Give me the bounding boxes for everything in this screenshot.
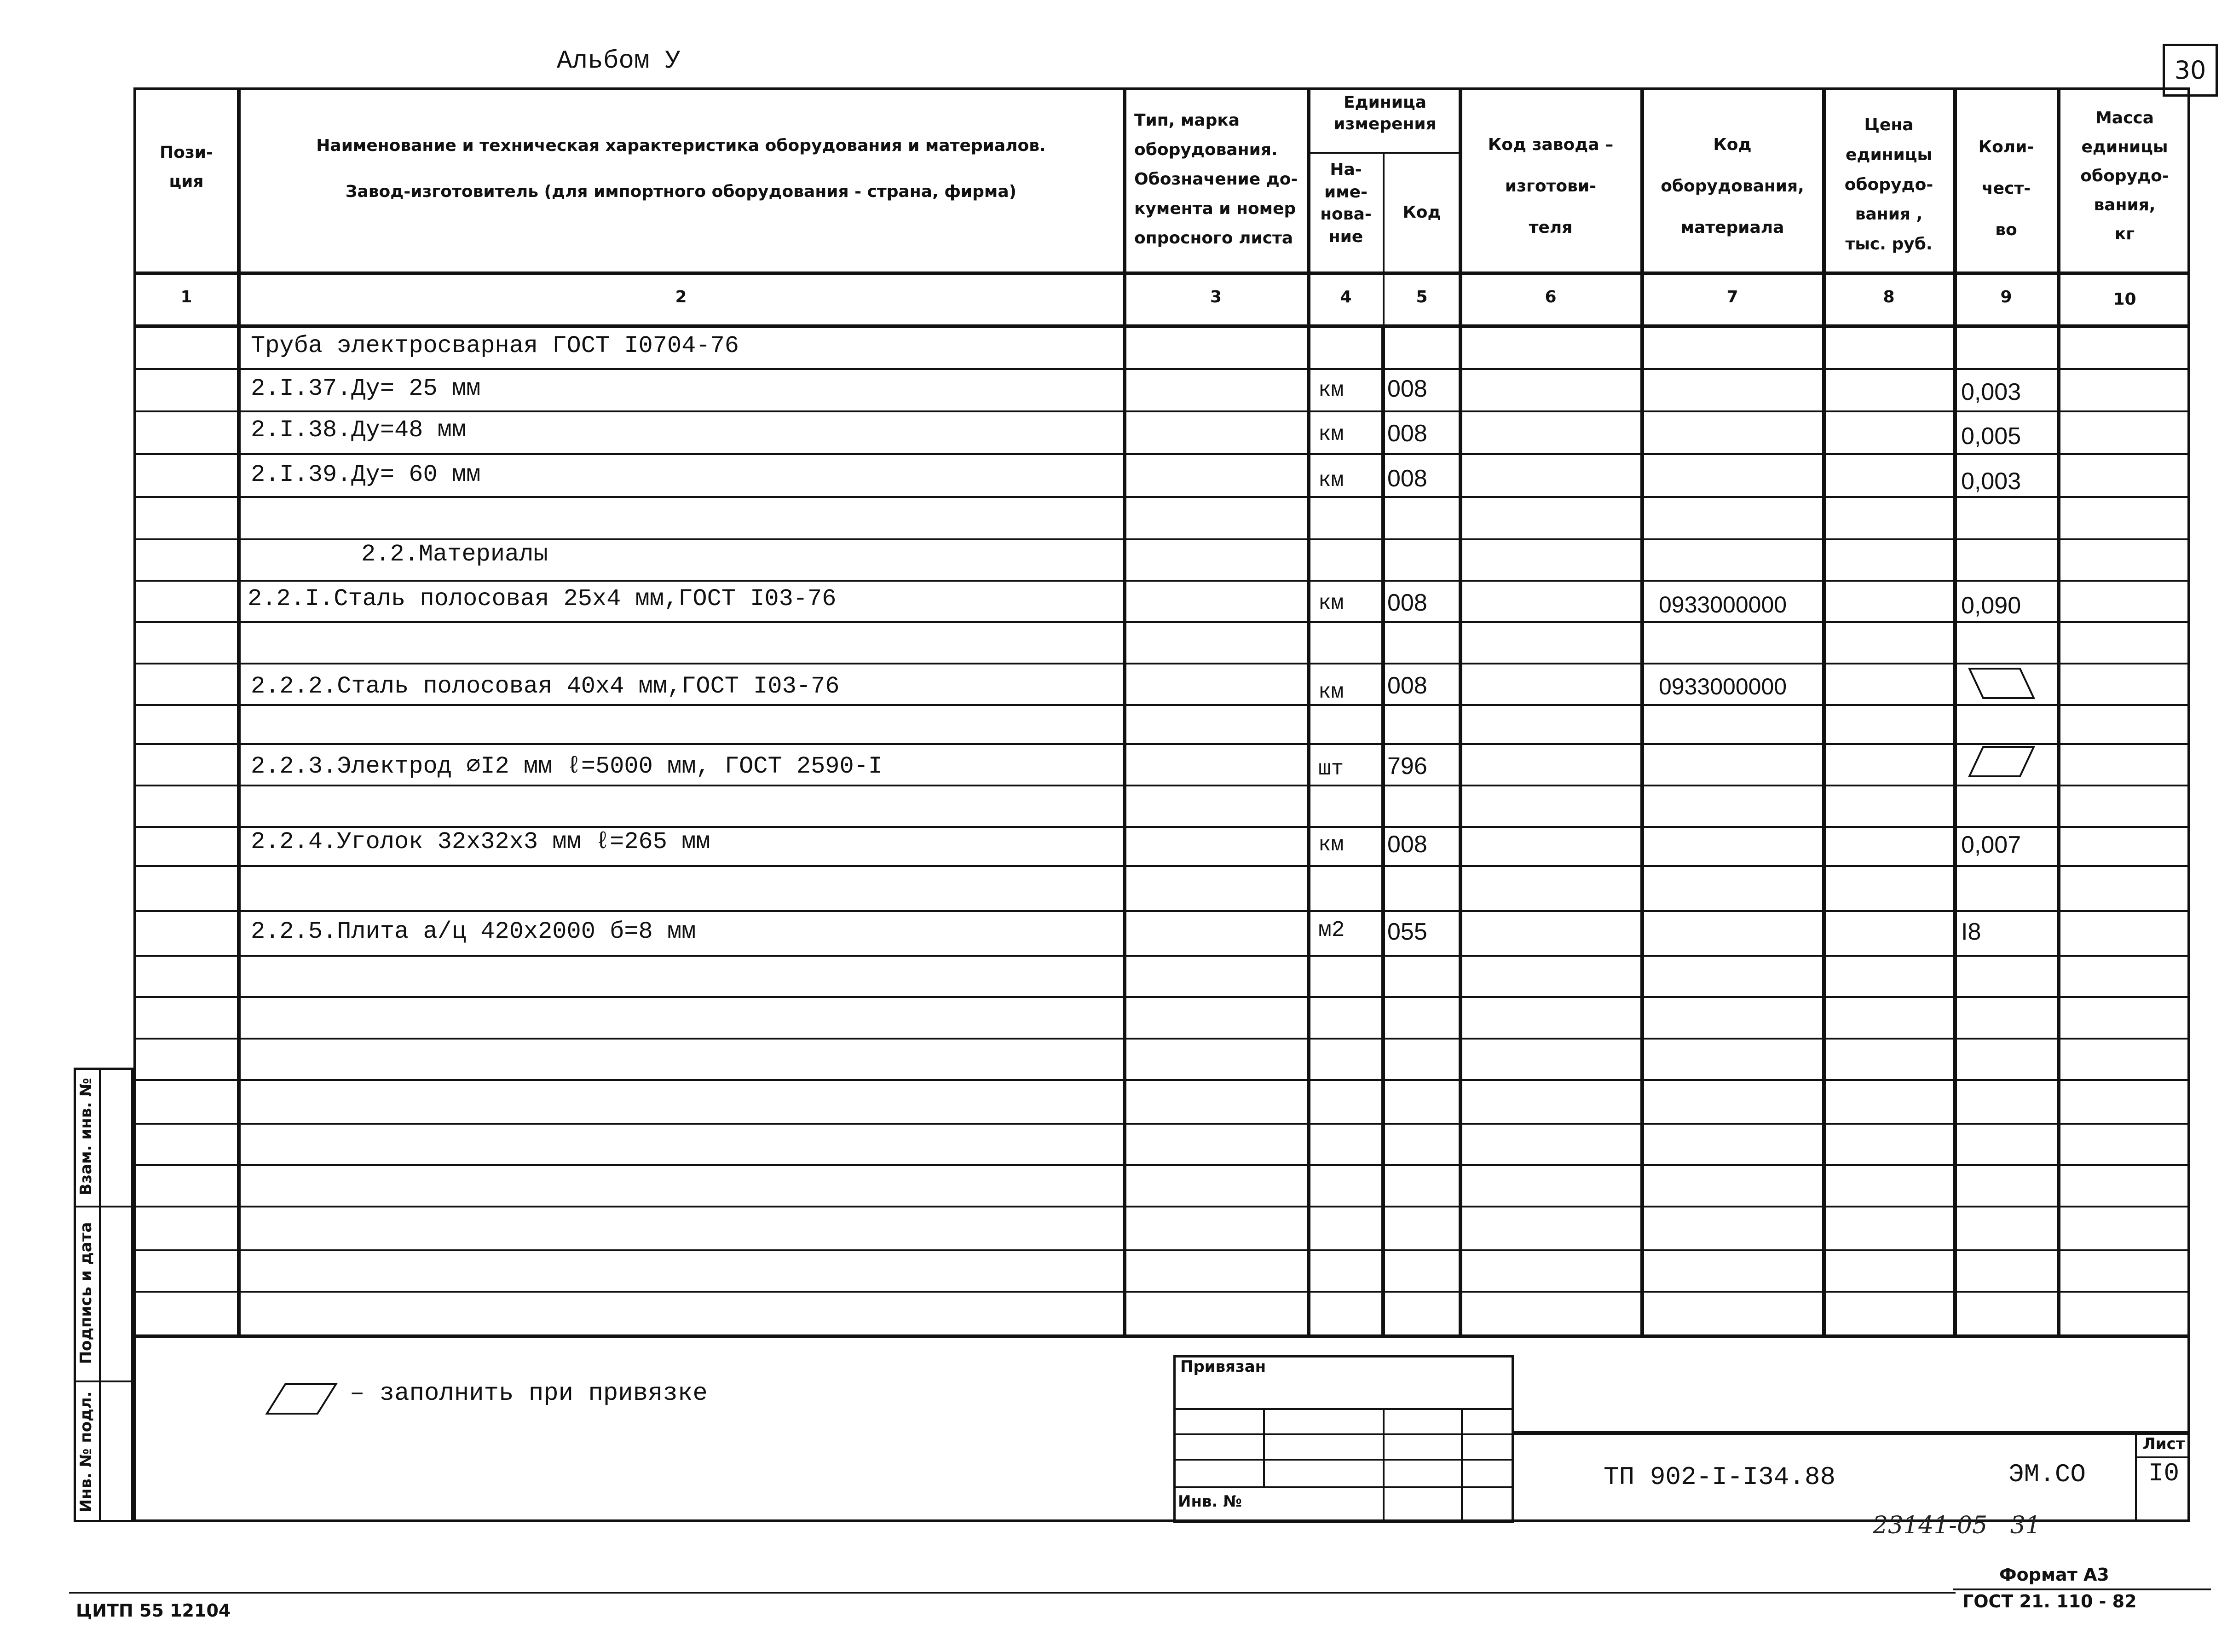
stamp-vline-1	[1263, 1408, 1265, 1486]
table-row-line	[133, 580, 2190, 582]
table-row-line	[133, 704, 2190, 706]
row-code: 008	[1387, 672, 1427, 699]
side-label-vzam: Взам. инв. №	[77, 1078, 95, 1196]
table-row-line	[133, 826, 2190, 828]
header-unit-group: Единица измерения	[1333, 93, 1437, 133]
row-name: 2.I.37.Ду= 25 мм	[251, 375, 481, 402]
stamp-vline-2	[1383, 1408, 1385, 1522]
side-stamp-inner-line	[99, 1068, 101, 1522]
inv-no-label: Инв. №	[1178, 1492, 1242, 1511]
row-name: 2.2.I.Сталь полосовая 25х4 мм,ГОСТ I03-76	[248, 585, 837, 612]
legend-parallelogram-icon	[262, 1381, 340, 1417]
colnum-3: 3	[1210, 288, 1222, 306]
row-material-code: 0933000000	[1659, 592, 1787, 618]
album-title: Альбом У	[557, 46, 681, 75]
col-sep-7	[1822, 87, 1826, 1335]
table-row-line	[133, 996, 2190, 998]
row-name: 2.2.3.Электрод ∅I2 мм ℓ=5000 мм, ГОСТ 2590-I	[251, 753, 883, 780]
row-code: 008	[1387, 589, 1427, 616]
colnum-8: 8	[1883, 288, 1895, 306]
header-unit-name: На- име- нова- ние	[1320, 160, 1372, 246]
gost-label: ГОСТ 21. 110 - 82	[1962, 1591, 2137, 1612]
fill-on-binding-icon	[1965, 743, 2038, 780]
colnum-1: 1	[180, 288, 192, 306]
sheet-number: I0	[2148, 1459, 2180, 1488]
table-row-line	[133, 865, 2190, 867]
row-code: 008	[1387, 831, 1427, 858]
header-type: Тип, марка оборудования. Обозначение до- кумента и номер опросного листа	[1134, 111, 1298, 248]
page-number: 30	[2174, 56, 2206, 85]
col5-box-left	[1381, 324, 1385, 1335]
col-sep-2	[1123, 87, 1126, 1335]
colnum-4: 4	[1340, 288, 1352, 306]
colnum-7: 7	[1726, 288, 1738, 306]
bottom-rule-right	[1953, 1588, 2211, 1590]
table-row-line	[133, 663, 2190, 664]
colnum-2: 2	[675, 288, 687, 306]
row-qty: 0,005	[1961, 423, 2021, 450]
row-material-code: 0933000000	[1659, 674, 1787, 699]
sheet-box-sep	[2135, 1456, 2190, 1458]
stamp-line-2	[1173, 1433, 1514, 1435]
table-row-line	[133, 410, 2190, 412]
side-label-inv-podl: Инв. № подл.	[77, 1391, 95, 1513]
col-sep-3	[1307, 87, 1310, 1335]
table-row-line	[133, 621, 2190, 623]
header-bottom-line	[133, 271, 2190, 275]
legend-text: – заполнить при привязке	[350, 1380, 708, 1408]
side-label-podpis: Подпись и дата	[77, 1222, 95, 1364]
row-qty: 0,090	[1961, 592, 2021, 619]
bottom-rule-left	[69, 1592, 1956, 1594]
col-sep-9	[2057, 87, 2060, 1335]
row-name: Труба электросварная ГОСТ I0704-76	[251, 332, 739, 359]
colnum-10: 10	[2113, 290, 2136, 309]
header-position: Пози- ция	[160, 143, 213, 191]
row-unit: км	[1318, 468, 1344, 492]
row-code: 796	[1387, 753, 1427, 780]
header-factory-code: Код завода – изготови- теля	[1488, 135, 1614, 237]
title-block-top	[1514, 1431, 2190, 1435]
header-material-code: Код оборудования, материала	[1661, 135, 1804, 237]
table-row-line	[133, 1038, 2190, 1040]
row-code: 055	[1387, 918, 1427, 945]
col-sep-6	[1640, 87, 1644, 1335]
row-name: 2.I.39.Ду= 60 мм	[251, 461, 481, 488]
col-sep-5	[1459, 87, 1462, 1335]
row-name: 2.2.2.Сталь полосовая 40х4 мм,ГОСТ I03-76	[251, 673, 840, 700]
row-code: 008	[1387, 465, 1427, 492]
stamp-line-1	[1173, 1408, 1514, 1410]
row-qty: I8	[1961, 918, 1981, 945]
colnum-6: 6	[1545, 288, 1557, 306]
table-row-line	[133, 1249, 2190, 1251]
table-row-line	[133, 496, 2190, 498]
row-unit: км	[1318, 591, 1344, 615]
header-name-line2: Завод-изготовитель (для импортного оборудования - страна, фирма)	[345, 182, 1017, 201]
table-row-line	[133, 1079, 2190, 1081]
unit-group-line	[1309, 152, 1461, 154]
row-unit: м2	[1318, 918, 1345, 943]
row-unit: км	[1318, 680, 1344, 704]
header-price: Цена единицы оборудо- вания , тыс. руб.	[1844, 116, 1933, 254]
section-title: 2.2.Материалы	[361, 541, 548, 568]
row-code: 008	[1387, 420, 1427, 447]
table-row-line	[133, 785, 2190, 786]
table-row-line	[133, 1206, 2190, 1207]
privyazan-label: Привязан	[1180, 1357, 1266, 1376]
header-unit-code: Код	[1402, 203, 1441, 222]
col-sep-8	[1953, 87, 1957, 1335]
stamp-vline-3	[1461, 1408, 1463, 1522]
table-row-line	[133, 368, 2190, 370]
table-row-line	[133, 1123, 2190, 1125]
format-label: Формат А3	[1999, 1565, 2109, 1585]
header-quantity: Коли- чест- во	[1978, 138, 2034, 239]
row-unit: км	[1318, 833, 1344, 857]
table-row-line	[133, 955, 2190, 957]
table-row-line	[133, 1164, 2190, 1166]
row-name: 2.2.5.Плита а/ц 420х2000 б=8 мм	[251, 918, 696, 945]
table-row-line	[133, 743, 2190, 745]
colnum-9: 9	[2000, 288, 2012, 306]
doc-code: ТП 902-I-I34.88	[1604, 1462, 1836, 1492]
row-name: 2.2.4.Уголок 32х32х3 мм ℓ=265 мм	[251, 828, 710, 855]
grid-bottom-line	[133, 1334, 2190, 1338]
sheet-box-left	[2135, 1431, 2137, 1522]
citp-label: ЦИТП 55 12104	[76, 1600, 231, 1621]
row-name: 2.I.38.Ду=48 мм	[251, 416, 467, 444]
table-row-line	[133, 1291, 2190, 1293]
stamp-line-3	[1173, 1459, 1514, 1461]
header-mass: Масса единицы оборудо- вания, кг	[2080, 109, 2169, 243]
row-qty: 0,003	[1961, 379, 2021, 405]
table-row-line	[133, 910, 2190, 912]
fill-on-binding-icon	[1965, 665, 2038, 702]
col-sep-1	[237, 87, 241, 1335]
colnum-bottom-line	[133, 324, 2190, 328]
doc-mark: ЭМ.СО	[2008, 1460, 2086, 1489]
header-name-line1: Наименование и техническая характеристика оборудования и материалов.	[316, 136, 1046, 155]
row-unit: км	[1318, 422, 1344, 446]
stamp-line-4	[1173, 1486, 1514, 1488]
row-code: 008	[1387, 375, 1427, 402]
table-row-line	[133, 538, 2190, 540]
row-unit: км	[1318, 378, 1344, 402]
table-row-line	[133, 453, 2190, 455]
handwritten-number: 23141-05 31	[1873, 1512, 2041, 1539]
row-qty: 0,003	[1961, 468, 2021, 495]
colnum-5: 5	[1416, 288, 1428, 306]
row-qty: 0,007	[1961, 832, 2021, 858]
sheet-label: Лист	[2142, 1435, 2185, 1453]
row-unit: шт	[1318, 757, 1344, 781]
